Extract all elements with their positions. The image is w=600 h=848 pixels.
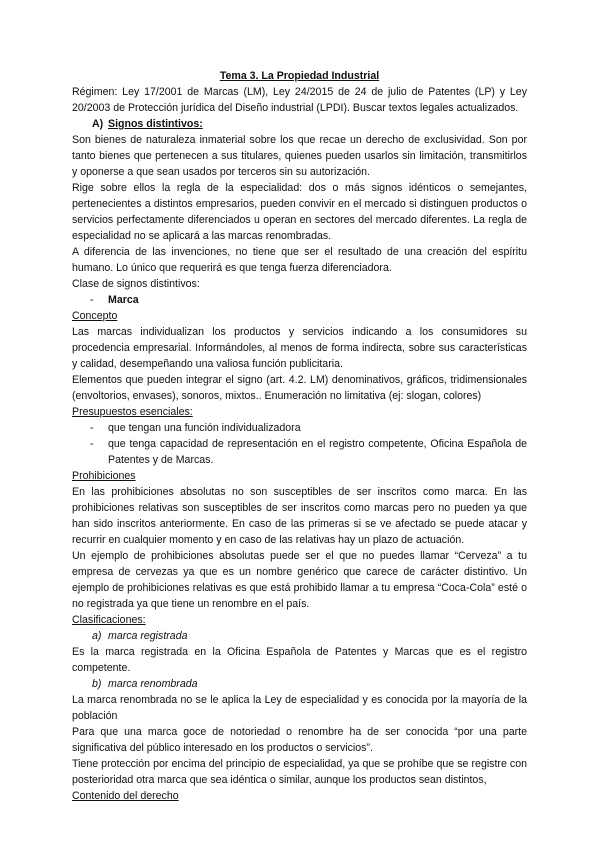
concepto-heading: Concepto bbox=[72, 310, 118, 322]
page-title: Tema 3. La Propiedad Industrial bbox=[219, 70, 380, 82]
sub-heading-registrada bbox=[92, 628, 527, 644]
paragraph-proteccion: Tiene protección por encima del principio de especialidad, ya que se prohíbe que se registre con posterioridad otra marca que sea idéntica o similar, aunque los productos sean distintos, bbox=[72, 758, 527, 786]
contenido-heading: Contenido del derecho bbox=[72, 790, 179, 802]
sub-b-label: marca renombrada bbox=[108, 678, 198, 690]
paragraph-especialidad: Rige sobre ellos la regla de la especialidad: dos o más signos idénticos o semejantes, pertenecientes a distintos empresarios, pueden convivir en el mercado si distinguen productos o servicios perfectamente diferenciados u operan en sectores del mercado diferentes. La regla de especialidad no se aplicará a las marcas renombradas. bbox=[72, 182, 527, 242]
list-item bbox=[72, 436, 527, 468]
paragraph-ejemplo: Un ejemplo de prohibiciones absolutas puede ser el que no puedes llamar “Cerveza” a tu empresa de cervezas ya que es un nombre genérico que carece de carácter distintivo. Un ejemplo de prohibiciones relativas es que está prohibido llamar a tu empresa “Coca-Cola” esté o no registrada ya que tiene un renombre en el país. bbox=[72, 550, 527, 610]
paragraph-bienes: Son bienes de naturaleza inmaterial sobre los que recae un derecho de exclusividad. Son por tanto bienes que pertenecen a sus titulares, quienes pueden usarlos sin limitación, transmitirlos y oponerse a que sean usados por terceros sin su autorización. bbox=[72, 134, 527, 178]
document-page bbox=[72, 68, 527, 804]
marca-item bbox=[72, 292, 527, 308]
list-item-text: que tengan una función individualizadora bbox=[108, 422, 301, 434]
paragraph-renombrada: La marca renombrada no se le aplica la Ley de especialidad y es conocida por la mayoría de la población bbox=[72, 694, 527, 722]
presupuestos-heading: Presupuestos esenciales: bbox=[72, 406, 193, 418]
regimen-paragraph: Régimen: Ley 17/2001 de Marcas (LM), Ley 24/2015 de 24 de julio de Patentes (LP) y Ley 20/2003 de Protección jurídica del Diseño industrial (LPDI). Buscar textos legales actualizados. bbox=[72, 86, 527, 114]
paragraph-notoriedad: Para que una marca goce de notoriedad o renombre ha de ser conocida “por una parte significativa del público interesado en los productos o servicios”. bbox=[72, 726, 527, 754]
section-a-number: A) bbox=[92, 118, 104, 130]
paragraph-prohibiciones: En las prohibiciones absolutas no son susceptibles de ser inscritos como marca. En las prohibiciones relativas son susceptibles de ser inscritos como marcas pero no pueden ya que han sido inscritos anteriormente. En caso de las primeras si se ve afectado se puede atacar y recurrir en cualquier momento y en caso de las relativas hay un plazo de actuación. bbox=[72, 486, 527, 546]
paragraph-clases: Clase de signos distintivos: bbox=[72, 278, 200, 290]
dash-marker: - bbox=[90, 294, 94, 306]
dash-marker: - bbox=[90, 422, 94, 434]
section-a-label: Signos distintivos: bbox=[108, 118, 203, 130]
sub-a-label: marca registrada bbox=[108, 630, 188, 642]
sub-heading-renombrada bbox=[92, 676, 527, 692]
list-item-text: que tenga capacidad de representación en el registro competente, Oficina Española de Patentes y de Marcas. bbox=[108, 438, 527, 466]
paragraph-concepto: Las marcas individualizan los productos y servicios indicando a los consumidores su procedencia empresarial. Informándoles, al menos de forma indirecta, sobre sus características y calidad, desempeñando una valiosa función publicitaria. bbox=[72, 326, 527, 370]
paragraph-registrada: Es la marca registrada en la Oficina Española de Patentes y Marcas que es el registro competente. bbox=[72, 646, 527, 674]
clasificaciones-heading: Clasificaciones: bbox=[72, 614, 146, 626]
section-a-heading bbox=[92, 116, 527, 132]
marca-label: Marca bbox=[108, 294, 139, 306]
dash-marker: - bbox=[90, 438, 94, 450]
list-item bbox=[72, 420, 527, 436]
paragraph-invenciones: A diferencia de las invenciones, no tiene que ser el resultado de una creación del espíritu humano. Lo único que requerirá es que tenga fuerza diferenciadora. bbox=[72, 246, 527, 274]
prohibiciones-heading: Prohibiciones bbox=[72, 470, 136, 482]
sub-b-number: b) bbox=[92, 678, 102, 690]
paragraph-elementos: Elementos que pueden integrar el signo (art. 4.2. LM) denominativos, gráficos, tridimensionales (envoltorios, envases), sonoros, mixtos.. Enumeración no limitativa (ej: slogan, colores) bbox=[72, 374, 527, 402]
sub-a-number: a) bbox=[92, 630, 102, 642]
